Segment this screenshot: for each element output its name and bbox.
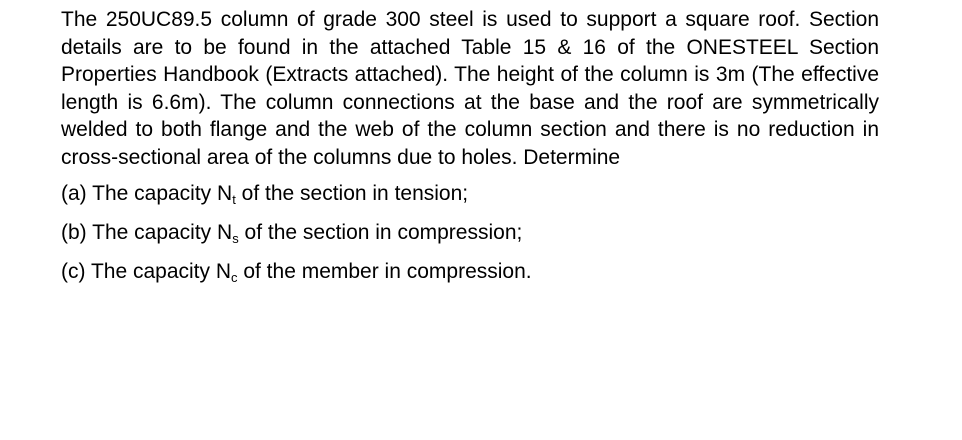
problem-statement: The 250UC89.5 column of grade 300 steel is used to support a square roof. Section details are to be found in the attached Table 15 & 16 of the ONESTEEL Section Properties Handbook (Extracts attached). The height of the column is 3m (The effective length is 6.6m). The column connections at the base and the roof are symmetrically welded to both flange and the web of the column section and there is no reduction in cross-sectional area of the columns due to holes. Determine xyxy=(61,8,879,169)
problem-document xyxy=(61,6,879,298)
question-c-prefix: (c) The capacity N xyxy=(61,260,231,283)
question-c xyxy=(61,259,879,298)
question-c-subscript: c xyxy=(231,270,238,285)
question-b-subscript: s xyxy=(232,231,239,246)
question-b-prefix: (b) The capacity N xyxy=(61,221,233,244)
question-b xyxy=(61,220,879,259)
question-c-suffix: of the member in compression. xyxy=(237,260,532,283)
question-a xyxy=(61,181,879,220)
question-a-suffix: of the section in tension; xyxy=(235,182,469,205)
question-b-suffix: of the section in compression; xyxy=(238,221,523,244)
question-a-prefix: (a) The capacity N xyxy=(61,182,233,205)
question-list xyxy=(61,181,879,298)
question-a-subscript: t xyxy=(232,192,236,207)
